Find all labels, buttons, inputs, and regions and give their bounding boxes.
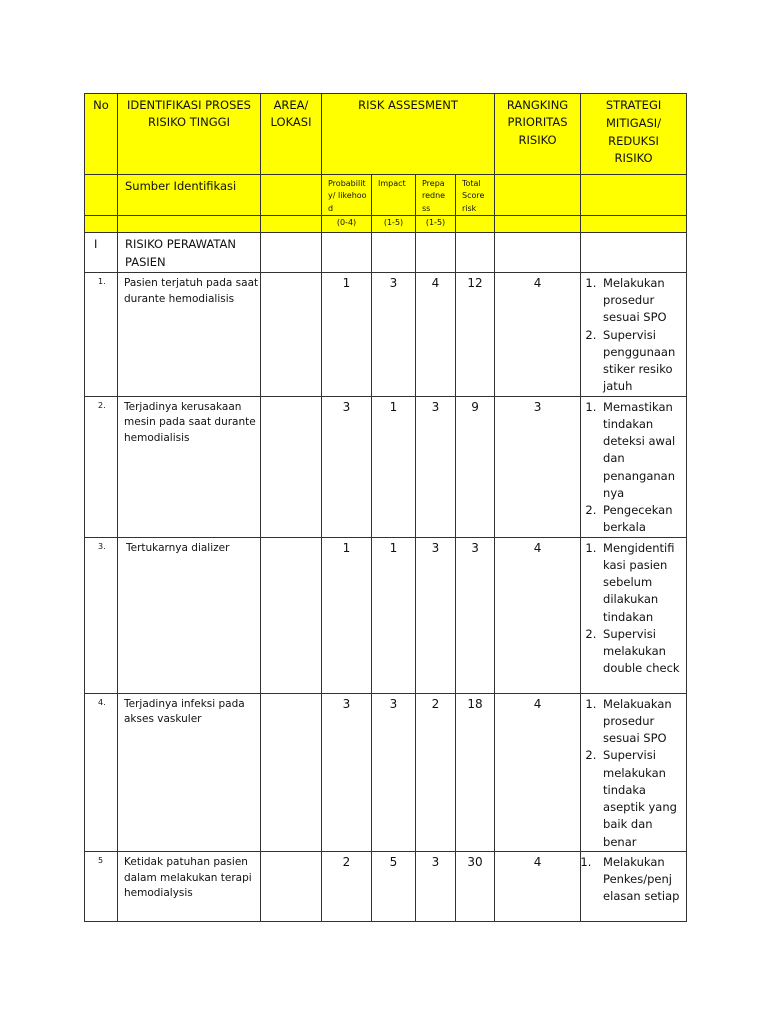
row-total: 3 [456,537,495,693]
row-preparedness: 4 [416,272,456,396]
row-total: 12 [456,272,495,396]
row-impact: 3 [372,272,416,396]
row-preparedness: 2 [416,693,456,851]
header-area: AREA/ LOKASI [261,94,322,175]
range-empty-2 [118,216,261,233]
section-empty-4 [416,233,456,273]
header-identifikasi: IDENTIFIKASI PROSES RISIKO TINGGI [118,94,261,175]
row-impact: 5 [372,851,416,921]
row-probability: 1 [322,537,372,693]
row-strategies [581,272,687,396]
row-area [261,537,322,693]
row-no: 4. [85,693,118,851]
row-area [261,693,322,851]
range-empty-6 [581,216,687,233]
strategy-item: 1. Melakukan Penkes/penj elasan setiap [595,854,684,906]
row-rank: 4 [495,693,581,851]
row-strategies [581,396,687,537]
range-probability: (0-4) [322,216,372,233]
strategy-item: 2. Supervisi melakukan double check [600,626,684,678]
row-rank: 4 [495,537,581,693]
table-row [85,693,687,851]
row-rank: 3 [495,396,581,537]
strategy-item: 1. Melakukan prosedur sesuai SPO [600,275,684,327]
row-description: Tertukarnya dializer [118,537,261,693]
table-row [85,396,687,537]
row-description: Pasien terjatuh pada saat durante hemodialisis [118,272,261,396]
strategy-item: 2. Supervisi melakukan tindaka aseptik yang baik dan benar [600,747,684,851]
strategy-item: 2. Supervisi penggunaan stiker resiko jatuh [600,327,684,396]
header-no: No [85,94,118,175]
row-area [261,396,322,537]
strategy-item: 2. Pengecekan berkala [600,502,684,537]
section-empty-1 [261,233,322,273]
row-area [261,851,322,921]
row-impact: 3 [372,693,416,851]
range-preparedness: (1-5) [416,216,456,233]
row-probability: 1 [322,272,372,396]
risk-table [84,93,687,922]
row-probability: 3 [322,693,372,851]
section-title: RISIKO PERAWATAN PASIEN [118,233,261,273]
header-no-empty [85,175,118,216]
row-probability: 2 [322,851,372,921]
row-rank: 4 [495,272,581,396]
header-impact: Impact [372,175,416,216]
row-preparedness: 3 [416,537,456,693]
header-risk-assesment: RISK ASSESMENT [322,94,495,175]
row-impact: 1 [372,537,416,693]
strategy-item: 1. Melakuakan prosedur sesuai SPO [600,696,684,748]
section-roman: I [85,233,118,273]
row-strategies [581,851,687,921]
table-row [85,272,687,396]
strategy-item: 1. Mengidentifi kasi pasien sebelum dilakukan tindakan [600,540,684,626]
range-impact: (1-5) [372,216,416,233]
header-strategi-empty [581,175,687,216]
row-rank: 4 [495,851,581,921]
header-probability: Probabilit y/ likehood [322,175,372,216]
row-preparedness: 3 [416,851,456,921]
header-preparedness: Prepa redne ss [416,175,456,216]
row-impact: 1 [372,396,416,537]
row-description: Terjadinya infeksi pada akses vaskuler [118,693,261,851]
row-preparedness: 3 [416,396,456,537]
row-description: Ketidak patuhan pasien dalam melakukan terapi hemodialysis [118,851,261,921]
section-empty-5 [456,233,495,273]
header-rangking-empty [495,175,581,216]
table-row [85,851,687,921]
range-empty-1 [85,216,118,233]
row-total: 9 [456,396,495,537]
section-empty-7 [581,233,687,273]
range-empty-4 [456,216,495,233]
section-empty-2 [322,233,372,273]
row-no: 1. [85,272,118,396]
row-total: 18 [456,693,495,851]
section-empty-6 [495,233,581,273]
section-empty-3 [372,233,416,273]
row-no: 5 [85,851,118,921]
row-total: 30 [456,851,495,921]
range-empty-5 [495,216,581,233]
row-strategies [581,537,687,693]
range-empty-3 [261,216,322,233]
row-strategies [581,693,687,851]
row-description: Terjadinya kerusakaan mesin pada saat durante hemodialisis [118,396,261,537]
header-strategi: STRATEGI MITIGASI/ REDUKSI RISIKO [581,94,687,175]
header-total: Total Score risk [456,175,495,216]
row-no: 2. [85,396,118,537]
row-area [261,272,322,396]
row-no: 3. [85,537,118,693]
strategy-item: 1. Memastikan tindakan deteksi awal dan penanganan nya [600,399,684,503]
table-row [85,537,687,693]
row-probability: 3 [322,396,372,537]
header-rangking: RANGKING PRIORITAS RISIKO [495,94,581,175]
header-sumber: Sumber Identifikasi [118,175,261,216]
header-area-empty [261,175,322,216]
